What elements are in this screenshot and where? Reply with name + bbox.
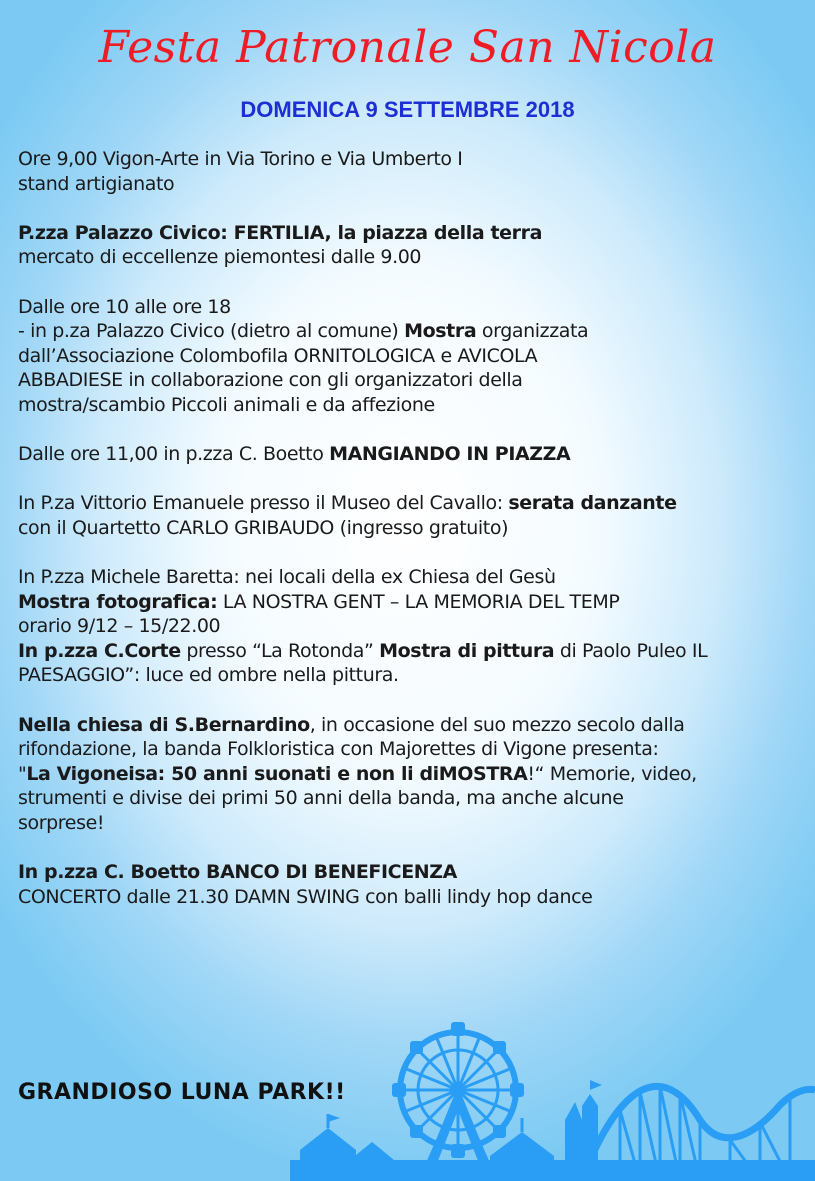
text-line [18, 762, 808, 787]
text-line: mercato di eccellenze piemontesi dalle 9.00 [18, 246, 422, 269]
bold-text: Mostra fotografica: [18, 590, 218, 613]
block-mostre [18, 565, 808, 688]
text-line: CONCERTO dalle 21.30 DAMN SWING con balli lindy hop dance [18, 885, 593, 908]
text-line [18, 590, 808, 615]
text-line [18, 442, 808, 467]
bold-text: Mostra [404, 320, 477, 343]
text-line: stand artigianato [18, 172, 175, 195]
bold-text: In p.zza C.Corte [18, 639, 181, 662]
bold-text: Nella chiesa di S.Bernardino [18, 713, 310, 736]
bold-text: P.zza Palazzo Civico: FERTILIA, la piazza della terra [18, 221, 542, 244]
text-span: !“ Memorie, video, [527, 762, 697, 785]
text-span: di Paolo Puleo IL [554, 639, 708, 662]
text-line [18, 860, 808, 885]
text-span: organizzata [476, 320, 589, 343]
block-beneficenza [18, 860, 808, 909]
text-line: PAESAGGIO”: luce ed ombre nella pittura. [18, 664, 399, 687]
block-banda [18, 713, 808, 836]
text-line: Ore 9,00 Vigon-Arte in Via Torino e Via Umberto I [18, 148, 463, 170]
text-span: LA NOSTRA GENT – LA MEMORIA DEL TEMP [217, 590, 620, 613]
text-line: con il Quartetto CARLO GRIBAUDO (ingresso gratuito) [18, 516, 509, 539]
block-mangiando [18, 442, 808, 467]
text-line: dall’Associazione Colombofila ORNITOLOGICA e AVICOLA [18, 344, 538, 367]
text-line: orario 9/12 – 15/22.00 [18, 615, 221, 638]
text-line: ABBADIESE in collaborazione con gli organizzatori della [18, 369, 523, 392]
luna-park-banner: GRANDIOSO LUNA PARK!! [18, 1080, 346, 1105]
event-date: DOMENICA 9 SETTEMBRE 2018 [240, 97, 575, 122]
text-line [18, 713, 808, 738]
text-line: In P.zza Michele Baretta: nei locali della ex Chiesa del Gesù [18, 566, 556, 589]
text-line [18, 639, 808, 664]
page-title: Festa Patronale San Nicola [98, 22, 717, 73]
block-fertilia [18, 221, 808, 270]
text-line [18, 221, 808, 246]
text-line [18, 491, 808, 516]
text-line: Dalle ore 10 alle ore 18 [18, 295, 231, 318]
text-line: strumenti e divise dei primi 50 anni della banda, ma anche alcune [18, 787, 624, 810]
text-span: presso “La Rotonda” [180, 639, 380, 662]
text-span: Dalle ore 11,00 in p.zza C. Boetto [18, 443, 330, 466]
bold-text: MANGIANDO IN PIAZZA [329, 443, 571, 466]
text-line [18, 319, 808, 344]
block-mostra-animali [18, 295, 808, 418]
bold-text: La Vigoneisa: 50 anni suonati e non li diMOSTRA [26, 762, 528, 785]
luna-park-silhouette [290, 1010, 815, 1181]
block-vigon-arte [18, 147, 808, 196]
text-span: - in p.za Palazzo Civico (dietro al comune) [18, 320, 405, 343]
block-serata-danzante [18, 491, 808, 540]
text-span: " [18, 762, 27, 785]
text-span: , in occasione del suo mezzo secolo dalla [309, 713, 685, 736]
program-text [18, 147, 808, 909]
bold-text: serata danzante [508, 492, 677, 515]
bold-text: Mostra di pittura [379, 639, 555, 662]
text-line: rifondazione, la banda Folkloristica con Majorettes di Vigone presenta: [18, 738, 659, 761]
text-span: In P.za Vittorio Emanuele presso il Museo del Cavallo: [18, 492, 509, 515]
text-line: sorprese! [18, 812, 105, 835]
bold-text: In p.zza C. Boetto BANCO DI BENEFICENZA [18, 861, 457, 884]
carousel-tent-icon [300, 1128, 356, 1181]
text-line: mostra/scambio Piccoli animali e da affezione [18, 393, 435, 416]
